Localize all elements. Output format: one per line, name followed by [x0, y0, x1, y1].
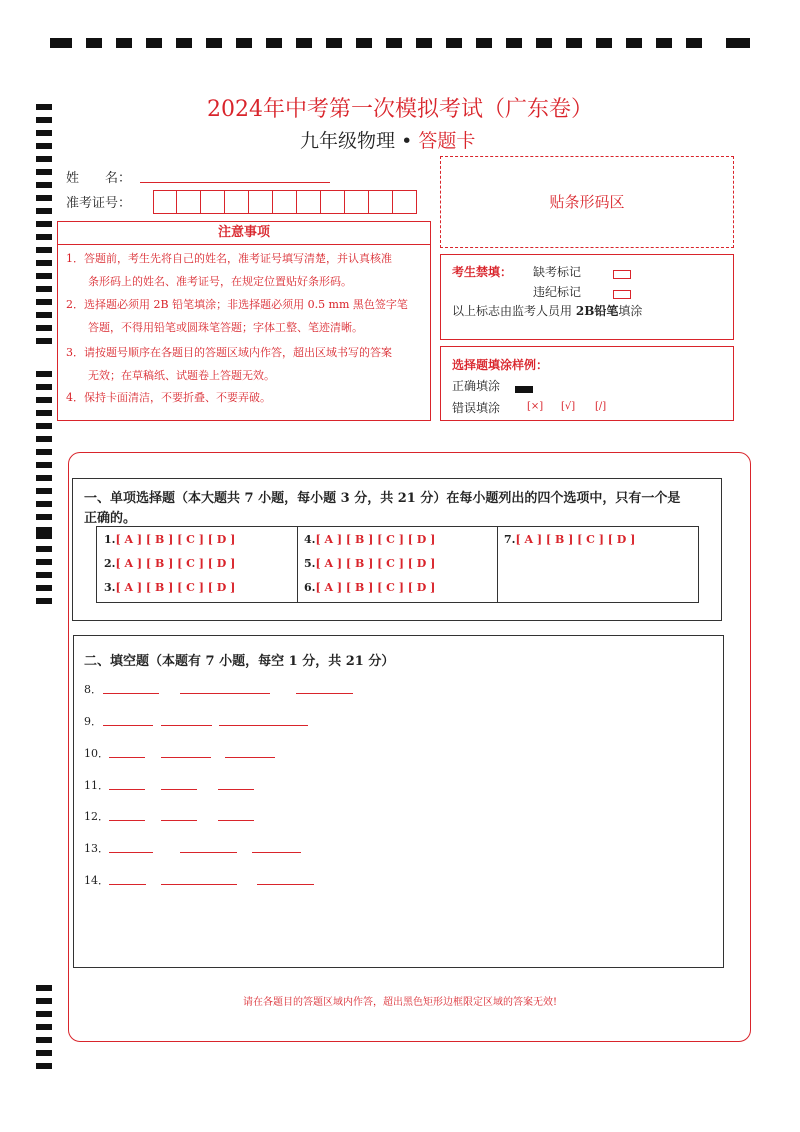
- fill-blank[interactable]: [218, 820, 254, 821]
- choice-q1[interactable]: [104, 533, 235, 546]
- fill-blank[interactable]: [252, 852, 301, 853]
- footer-warning: 请在各题目的答题区域内作答，超出黑色矩形边框限定区域的答案无效!: [242, 997, 558, 1008]
- choice-q3[interactable]: [104, 581, 235, 594]
- absent-label: 缺考标记: [533, 265, 582, 279]
- q-options[interactable]: [ A ] [ B ] [ C ] [ D ]: [315, 557, 436, 570]
- notice-item: 2．选择题必须用 2B 铅笔填涂；非选择题必须用 0.5 mm 黑色签字笔: [66, 298, 408, 311]
- fill-q14-number: 14．: [84, 874, 109, 887]
- q-number: 5.: [304, 557, 316, 570]
- fill-blank[interactable]: [109, 789, 145, 790]
- fill-blank[interactable]: [161, 820, 197, 821]
- q-number: 2.: [104, 557, 116, 570]
- fill-blank[interactable]: [180, 693, 270, 694]
- sample-box: [440, 346, 734, 421]
- q-options[interactable]: [ A ] [ B ] [ C ] [ D ]: [115, 581, 236, 594]
- id-digit-box[interactable]: [273, 190, 297, 214]
- notice-item: 4．保持卡面清洁，不要折叠、不要弄破。: [66, 391, 271, 404]
- answer-card-label: 答题卡: [418, 130, 476, 152]
- id-digit-box[interactable]: [153, 190, 177, 214]
- sample-title: 选择题填涂样例：: [452, 358, 549, 372]
- fill-blank[interactable]: [161, 757, 211, 758]
- correct-sample-fill: [515, 379, 533, 398]
- barcode-area: [440, 156, 734, 248]
- choice-q2[interactable]: [104, 557, 235, 570]
- name-field[interactable]: [140, 182, 330, 183]
- note-suffix: 填涂: [618, 304, 643, 318]
- exam-title: 2024年中考第一次模拟考试（广东卷）: [207, 97, 593, 122]
- subject-label: 九年级物理: [300, 130, 396, 152]
- fill-blank[interactable]: [103, 693, 159, 694]
- note-prefix: 以上标志由监考人员用: [452, 304, 573, 318]
- fill-q13-number: 13．: [84, 842, 109, 855]
- fill-q9-number: 9．: [84, 715, 102, 728]
- id-label: 准考证号：: [66, 196, 132, 211]
- notice-item: 3．请按题号顺序在各题目的答题区域内作答，超出区域书写的答案: [66, 346, 392, 359]
- id-digit-box[interactable]: [393, 190, 417, 214]
- note-bold: 2B铅笔: [575, 304, 619, 318]
- fill-blank[interactable]: [161, 789, 197, 790]
- fill-blank[interactable]: [109, 884, 146, 885]
- fill-blank[interactable]: [225, 757, 275, 758]
- notice-item: 答题，不得用铅笔或圆珠笔答题；字体工整、笔迹清晰。: [66, 321, 363, 334]
- q-number: 1.: [104, 533, 116, 546]
- correct-label: 正确填涂: [452, 379, 501, 393]
- dot-separator: •: [401, 130, 413, 152]
- id-digit-box[interactable]: [225, 190, 249, 214]
- id-number-boxes[interactable]: [153, 190, 417, 214]
- fill-q11-number: 11．: [84, 779, 109, 792]
- fill-blank[interactable]: [218, 789, 254, 790]
- notice-item: 无效；在草稿纸、试题卷上答题无效。: [66, 369, 275, 382]
- fill-blank[interactable]: [180, 852, 237, 853]
- fill-blank[interactable]: [161, 725, 212, 726]
- id-digit-box[interactable]: [321, 190, 345, 214]
- wrong-mark-cross: [×]: [527, 401, 544, 412]
- absent-mark[interactable]: [613, 264, 631, 283]
- id-digit-box[interactable]: [369, 190, 393, 214]
- notice-item: 条形码上的姓名、准考证号，在规定位置贴好条形码。: [66, 275, 352, 288]
- fill-q12-number: 12．: [84, 810, 109, 823]
- notice-title: 注意事项: [58, 222, 430, 245]
- fill-blank[interactable]: [219, 725, 308, 726]
- id-digit-box[interactable]: [297, 190, 321, 214]
- fill-q10-number: 10．: [84, 747, 109, 760]
- notice-box: [57, 221, 431, 421]
- section2-title: 二、填空题（本题有 7 小题，每空 1 分，共 21 分）: [84, 654, 395, 669]
- id-digit-box[interactable]: [249, 190, 273, 214]
- wrong-mark-check: [√]: [561, 401, 576, 412]
- choice-q6[interactable]: [304, 581, 435, 594]
- q-options[interactable]: [ A ] [ B ] [ C ] [ D ]: [315, 581, 436, 594]
- section1-title-cont: 正确的。: [84, 511, 137, 526]
- forbidden-title: 考生禁填：: [452, 265, 513, 279]
- fill-blank[interactable]: [109, 852, 153, 853]
- id-digit-box[interactable]: [345, 190, 369, 214]
- id-digit-box[interactable]: [177, 190, 201, 214]
- fill-blank[interactable]: [257, 884, 314, 885]
- section1-title: 一、单项选择题（本大题共 7 小题，每小题 3 分，共 21 分）在每小题列出的四个选项中，只有一个是: [84, 491, 681, 506]
- forbidden-box: [440, 254, 734, 340]
- choice-q4[interactable]: [304, 533, 435, 546]
- q-options[interactable]: [ A ] [ B ] [ C ] [ D ]: [115, 557, 236, 570]
- q-number: 7.: [504, 533, 516, 546]
- timing-marks-top: [50, 38, 750, 52]
- violation-label: 违纪标记: [533, 285, 582, 299]
- forbidden-note: [452, 302, 642, 319]
- fill-blank[interactable]: [161, 884, 237, 885]
- section2-box: [73, 635, 724, 968]
- name-label: 姓 名：: [66, 171, 132, 186]
- choice-q5[interactable]: [304, 557, 435, 570]
- violation-mark[interactable]: [613, 284, 631, 303]
- fill-blank[interactable]: [296, 693, 353, 694]
- wrong-mark-slash: [/]: [595, 401, 607, 412]
- barcode-label: 贴条形码区: [549, 193, 625, 211]
- fill-blank[interactable]: [103, 725, 153, 726]
- q-number: 4.: [304, 533, 316, 546]
- card-subtitle: [300, 126, 475, 153]
- notice-item: 1．答题前，考生先将自己的姓名，准考证号填写清楚，并认真核准: [66, 252, 392, 265]
- q-number: 6.: [304, 581, 316, 594]
- q-number: 3.: [104, 581, 116, 594]
- wrong-label: 错误填涂: [452, 401, 501, 415]
- q-options[interactable]: [ A ] [ B ] [ C ] [ D ]: [315, 533, 436, 546]
- fill-blank[interactable]: [109, 820, 145, 821]
- fill-q8-number: 8．: [84, 683, 102, 696]
- q-options[interactable]: [ A ] [ B ] [ C ] [ D ]: [115, 533, 236, 546]
- id-digit-box[interactable]: [201, 190, 225, 214]
- q-options[interactable]: [ A ] [ B ] [ C ] [ D ]: [515, 533, 636, 546]
- choice-q7[interactable]: [504, 533, 635, 546]
- fill-blank[interactable]: [109, 757, 145, 758]
